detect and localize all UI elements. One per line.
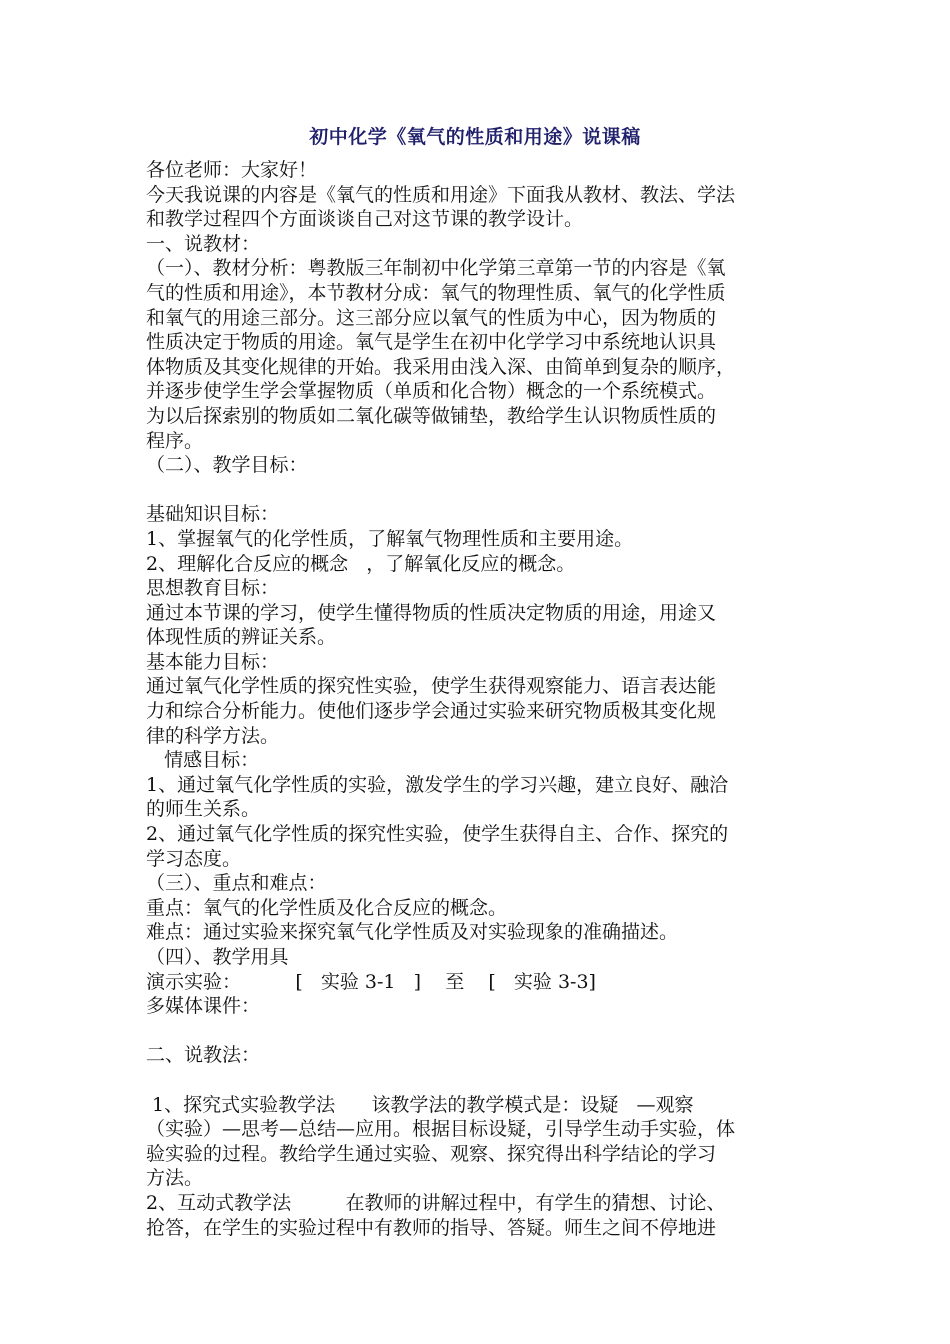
- body-line: 2、互动式教学法 在教师的讲解过程中，有学生的猜想、讨论、: [146, 1191, 726, 1214]
- body-line: 力和综合分析能力。使他们逐步学会通过实验来研究物质极其变化规: [146, 700, 717, 723]
- body-line: （二）、教学目标：: [146, 454, 308, 477]
- body-line: 2、通过氧气化学性质的探究性实验，使学生获得自主、合作、探究的: [146, 823, 729, 846]
- body-line: 基本能力目标：: [146, 650, 280, 673]
- body-line: 学习态度。: [146, 847, 242, 870]
- body-line: 2、理解化合反应的概念 ，了解氧化反应的概念。: [146, 552, 576, 575]
- body-line: 并逐步使学生学会掌握物质（单质和化合物）概念的一个系统模式。: [146, 380, 717, 403]
- body-line: （实验）—思考—总结—应用。根据目标设疑，引导学生动手实验，体: [146, 1118, 736, 1141]
- body-line: 为以后探索别的物质如二氧化碳等做铺垫，教给学生认识物质性质的: [146, 404, 717, 427]
- body-line: 演示实验： [ 实验 3-1 ] 至 [ 实验 3-3]: [146, 970, 596, 993]
- body-line: 1、掌握氧气的化学性质，了解氧气物理性质和主要用途。: [146, 527, 634, 550]
- body-line: 通过氧气化学性质的探究性实验，使学生获得观察能力、语言表达能: [146, 675, 717, 698]
- body-line: 体现性质的辨证关系。: [146, 626, 337, 649]
- body-line: 的师生关系。: [146, 798, 261, 821]
- body-line: 体物质及其变化规律的开始。我采用由浅入深、由简单到复杂的顺序，: [146, 355, 736, 378]
- body-line: 基础知识目标：: [146, 503, 280, 526]
- body-line: 1、探究式实验教学法 该教学法的教学模式是：设疑 —观察: [146, 1093, 694, 1116]
- body-line: 程序。: [146, 429, 204, 452]
- body-line: 性质决定于物质的用途。氧气是学生在初中化学学习中系统地认识具: [146, 331, 717, 354]
- body-line: （一）、教材分析：粤教版三年制初中化学第三章第一节的内容是《氧: [146, 257, 726, 280]
- body-line: 一、说教材：: [146, 232, 261, 255]
- body-line: （三）、重点和难点：: [146, 872, 327, 895]
- body-line: [146, 1068, 816, 1093]
- body-line: [146, 1019, 816, 1044]
- body-line: 二、说教法：: [146, 1044, 261, 1067]
- body-line: 重点：氧气的化学性质及化合反应的概念。: [146, 896, 508, 919]
- body-line: 难点：通过实验来探究氧气化学性质及对实验现象的准确描述。: [146, 921, 679, 944]
- body-line: 各位老师：大家好！: [146, 159, 318, 181]
- body-line: （四）、教学用具: [146, 946, 289, 968]
- body-line: 多媒体课件：: [146, 995, 261, 1018]
- body-line: 律的科学方法。: [146, 724, 280, 747]
- body-line: 方法。: [146, 1167, 204, 1190]
- body-line: 情感目标：: [146, 749, 260, 772]
- body-line: 今天我说课的内容是《氧气的性质和用途》下面我从教材、教法、学法: [146, 183, 736, 206]
- body-line: 验实验的过程。教给学生通过实验、观察、探究得出科学结论的学习: [146, 1142, 717, 1165]
- body-line: [146, 478, 816, 503]
- body-line: 和氧气的用途三部分。这三部分应以氧气的性质为中心，因为物质的: [146, 306, 717, 329]
- document-body: [146, 158, 816, 1240]
- page-title: 初中化学《氧气的性质和用途》说课稿: [309, 126, 641, 148]
- body-line: 通过本节课的学习，使学生懂得物质的性质决定物质的用途，用途又: [146, 601, 717, 624]
- body-line: 思想教育目标：: [146, 577, 280, 600]
- body-line: 和教学过程四个方面谈谈自己对这节课的教学设计。: [146, 208, 584, 231]
- body-line: 1、通过氧气化学性质的实验，激发学生的学习兴趣，建立良好、融洽: [146, 773, 729, 796]
- body-line: 抢答，在学生的实验过程中有教师的指导、答疑。师生之间不停地进: [146, 1216, 717, 1239]
- body-line: 气的性质和用途》，本节教材分成：氧气的物理性质、氧气的化学性质: [146, 281, 726, 304]
